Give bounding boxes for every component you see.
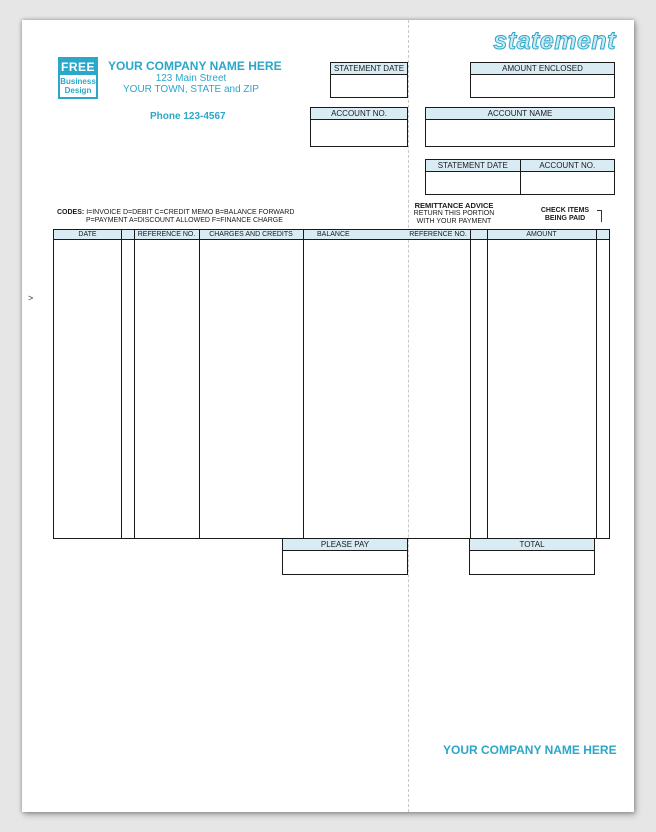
free-business-design-logo	[58, 57, 98, 99]
account-no-label: ACCOUNT NO.	[311, 108, 407, 120]
company-street: 123 Main Street	[155, 73, 227, 84]
col-divider	[596, 230, 597, 538]
logo-free-text: FREE	[60, 60, 95, 74]
col-header-charges-credits: CHARGES AND CREDITS	[199, 230, 303, 240]
col-divider	[303, 230, 304, 538]
amount-enclosed-box[interactable]	[470, 62, 615, 98]
account-no-box[interactable]	[310, 107, 408, 147]
codes-label: CODES:	[57, 209, 85, 216]
codes-line-1-text: I=INVOICE D=DEBIT C=CREDIT MEMO B=BALANCE FORWARD	[86, 209, 295, 216]
please-pay-label: PLEASE PAY	[283, 539, 407, 551]
remittance-title: REMITTANCE ADVICE	[414, 201, 494, 210]
document-title: statement	[493, 27, 616, 55]
total-box[interactable]	[469, 538, 595, 575]
col-divider	[470, 230, 471, 538]
side-marker: >	[28, 293, 34, 303]
check-items-line-1: CHECK ITEMS	[540, 207, 590, 214]
col-header-stub-reference: REFERENCE NO.	[409, 231, 467, 238]
codes-line-2: P=PAYMENT A=DISCOUNT ALLOWED F=FINANCE CHARGE	[86, 217, 283, 224]
please-pay-box[interactable]	[282, 538, 408, 575]
stub-account-no-cell[interactable]	[520, 160, 615, 194]
stub-statement-date-cell[interactable]	[426, 160, 520, 194]
remittance-line-1: RETURN THIS PORTION	[413, 210, 495, 217]
check-items-note	[535, 207, 595, 223]
col-header-balance: BALANCE	[303, 230, 470, 240]
remittance-line-2: WITH YOUR PAYMENT	[416, 218, 492, 225]
account-name-box[interactable]	[425, 107, 615, 147]
company-phone: Phone 123-4567	[150, 111, 226, 122]
footer-company-name: YOUR COMPANY NAME HERE	[443, 743, 617, 757]
amount-enclosed-label: AMOUNT ENCLOSED	[471, 63, 614, 75]
col-divider	[487, 230, 488, 538]
statement-date-box[interactable]	[330, 62, 408, 98]
logo-line-1: Business	[60, 77, 96, 86]
col-header-amount: AMOUNT	[487, 230, 596, 240]
codes-legend	[57, 209, 294, 225]
statement-form	[22, 20, 634, 812]
transactions-table	[53, 229, 610, 539]
company-city: YOUR TOWN, STATE and ZIP	[123, 84, 259, 95]
total-label: TOTAL	[470, 539, 594, 551]
stub-statement-date-label: STATEMENT DATE	[426, 160, 520, 172]
col-header-check	[596, 230, 609, 240]
logo-line-2: Design	[64, 86, 92, 95]
check-items-bracket	[597, 210, 602, 222]
col-divider	[134, 230, 135, 538]
check-items-line-2: BEING PAID	[544, 215, 586, 222]
col-header-date: DATE	[54, 230, 121, 240]
stub-date-account-box	[425, 159, 615, 195]
col-header-code	[121, 230, 134, 240]
col-divider	[121, 230, 122, 538]
remittance-advice	[408, 202, 500, 226]
company-name: YOUR COMPANY NAME HERE	[108, 59, 282, 73]
col-divider	[199, 230, 200, 538]
account-name-label: ACCOUNT NAME	[426, 108, 614, 120]
col-header-reference: REFERENCE NO.	[134, 230, 199, 240]
col-header-stub-code	[470, 230, 487, 240]
stub-account-no-label: ACCOUNT NO.	[521, 160, 615, 172]
statement-date-label: STATEMENT DATE	[331, 63, 407, 75]
logo-business-design-text	[60, 77, 96, 95]
codes-line-1	[57, 209, 294, 217]
